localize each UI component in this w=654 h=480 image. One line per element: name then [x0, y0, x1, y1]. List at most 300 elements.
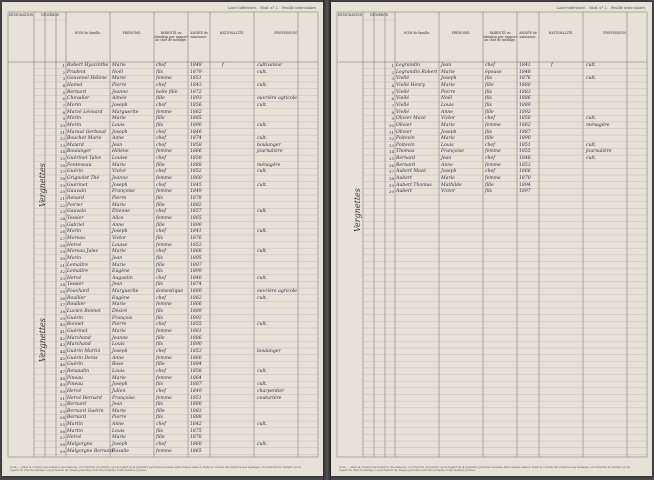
birth-year-cell: 1843 — [190, 82, 202, 88]
row-number: 20 — [59, 189, 65, 195]
relationship-cell: fils — [485, 102, 492, 108]
surname-cell: Guérin Martin — [67, 348, 101, 354]
birth-year-cell: 1850 — [190, 156, 202, 162]
row-number: 54 — [59, 415, 65, 421]
birth-year-cell: 1858 — [190, 142, 202, 148]
relationship-cell: chef — [156, 182, 166, 188]
birth-year-cell: 1842 — [190, 422, 202, 428]
birth-year-cell: 1893 — [190, 96, 202, 102]
row-number: 4 — [62, 82, 65, 88]
surname-cell: Guérinet — [67, 329, 88, 334]
birth-year-cell: 1860 — [190, 355, 202, 361]
column-header-numeros: NUMÉROS — [369, 13, 389, 17]
relationship-cell: fille — [485, 109, 494, 115]
row-number: 37 — [59, 302, 65, 308]
relationship-cell: fils — [485, 76, 492, 82]
relationship-cell: fils — [156, 282, 163, 288]
first-name-cell: Noël — [441, 96, 452, 102]
row-number: 18 — [59, 176, 65, 182]
row-number: 52 — [59, 402, 65, 408]
profession-cell: cult. — [257, 382, 268, 388]
row-number: 29 — [59, 249, 65, 255]
row-number: 32 — [59, 269, 65, 275]
first-name-cell: Joseph — [112, 348, 128, 354]
relationship-cell: chef — [156, 249, 166, 255]
left-page — [2, 2, 323, 476]
row-number: 11 — [59, 129, 65, 135]
birth-year-cell: 1853 — [190, 348, 202, 354]
surname-cell: Marchand — [67, 335, 91, 341]
row-number: 56 — [59, 428, 65, 434]
header-sheet-type: Feuille intercalaire. — [282, 6, 317, 10]
row-number: 28 — [59, 242, 65, 248]
column-header-parente: PARENTÉ ou situation par rapport au chef de ménage. — [483, 31, 517, 43]
profession-cell: cult. — [586, 76, 597, 82]
row-number: 1 — [391, 63, 394, 68]
profession-cell: cult. — [257, 122, 268, 128]
row-number: 11 — [388, 129, 394, 135]
first-name-cell: Anne — [112, 222, 124, 228]
profession-cell: cult. — [257, 102, 268, 108]
surname-cell: Poitevin — [396, 142, 415, 148]
first-name-cell: Hélène — [112, 149, 129, 155]
birth-year-cell: 1857 — [190, 209, 202, 215]
birth-year-cell: 1853 — [190, 242, 202, 248]
relationship-cell: fille — [485, 136, 494, 142]
row-number: 58 — [59, 442, 65, 448]
first-name-cell: Jean — [112, 402, 123, 408]
column-header-profession: PROFESSION. — [603, 31, 627, 35]
first-name-cell: Victor — [112, 169, 127, 175]
first-name-cell: Louis — [441, 102, 454, 108]
first-name-cell: Victor — [112, 235, 127, 241]
birth-year-cell: 1851 — [190, 395, 202, 401]
surname-cell: Guérin — [67, 315, 83, 321]
profession-cell: ménagère — [257, 162, 281, 168]
relationship-cell: domestique — [156, 289, 184, 295]
profession-cell: cultivateur — [257, 63, 283, 68]
relationship-cell: fils — [485, 129, 492, 135]
surname-cell: Hamel — [67, 82, 83, 88]
row-number: 3 — [391, 76, 394, 82]
surname-cell: Lemaître — [67, 262, 89, 268]
birth-year-cell: 1849 — [190, 189, 202, 195]
surname-cell: Bernard — [396, 156, 416, 162]
relationship-cell: chef — [156, 82, 166, 88]
birth-year-cell: 1860 — [190, 176, 202, 182]
row-number: 46 — [59, 362, 65, 368]
surname-cell: Renaudin — [67, 368, 90, 374]
surname-cell: Viellé — [396, 109, 410, 115]
first-name-cell: Aimée — [112, 96, 127, 102]
row-number: 49 — [59, 382, 65, 388]
column-header-designation: DÉSIGNATION — [8, 13, 34, 17]
relationship-cell: femme — [156, 215, 172, 221]
first-name-cell: Marie — [441, 136, 455, 142]
first-name-cell: Pierre — [441, 89, 456, 95]
relationship-cell: fille — [156, 335, 165, 341]
row-number: 41 — [59, 329, 65, 334]
birth-year-cell: 1866 — [190, 149, 202, 155]
relationship-cell: chef — [156, 102, 166, 108]
first-name-cell: Marguerite — [112, 289, 139, 295]
birth-year-cell: 1879 — [190, 69, 202, 75]
relationship-cell: femme — [156, 76, 172, 82]
relationship-cell: femme — [485, 122, 501, 128]
surname-cell: Gauvain — [67, 209, 87, 215]
relationship-cell: chef — [156, 388, 166, 394]
row-number: 45 — [59, 355, 65, 361]
first-name-cell: Jean — [112, 142, 123, 148]
row-number: 35 — [59, 289, 65, 295]
first-name-cell: Augustin — [112, 275, 133, 281]
birth-year-cell: 1876 — [519, 76, 531, 82]
birth-year-cell: 1882 — [190, 202, 202, 208]
first-name-cell: Marie — [112, 262, 126, 268]
relationship-cell: chef — [156, 129, 166, 135]
birth-year-cell: 1874 — [190, 282, 202, 288]
birth-year-cell: 1876 — [190, 235, 202, 241]
relationship-cell: fille — [156, 262, 165, 268]
row-number: 27 — [59, 235, 65, 241]
relationship-cell: fille — [156, 96, 165, 102]
right-commune-name: Vergnettes — [353, 188, 362, 232]
surname-cell: Olivier — [396, 129, 412, 135]
profession-cell: cult. — [257, 69, 268, 75]
header-sheet-type: Feuille intercalaire. — [611, 6, 646, 10]
birth-year-cell: 1895 — [190, 255, 202, 261]
row-number: 8 — [62, 109, 65, 115]
row-number: 48 — [59, 375, 65, 381]
relationship-cell: fils — [156, 315, 163, 321]
first-name-cell: Louise — [112, 156, 128, 162]
row-number: 55 — [59, 422, 65, 428]
birth-year-cell: 1848 — [519, 156, 531, 162]
birth-year-cell: 1848 — [519, 69, 531, 75]
relationship-cell: chef — [156, 63, 166, 68]
first-name-cell: Françoise — [441, 149, 464, 155]
birth-year-cell: 1880 — [190, 289, 202, 295]
birth-year-cell: 1889 — [190, 309, 202, 315]
surname-cell: Hervé Bernard — [67, 395, 102, 401]
birth-year-cell: 1897 — [519, 189, 531, 195]
surname-cell: Grignolet Thé — [67, 176, 100, 182]
profession-cell: cult. — [586, 63, 597, 68]
first-name-cell: Marie — [112, 162, 126, 168]
column-header-age: ANNÉE de naissance. — [190, 31, 208, 39]
relationship-cell: femme — [156, 149, 172, 155]
profession-cell: cult. — [257, 136, 268, 142]
row-number: 2 — [62, 69, 65, 75]
row-number: 15 — [59, 156, 65, 162]
surname-cell: Guérinet Talve — [67, 156, 102, 162]
surname-cell: Viellé — [396, 76, 410, 82]
birth-year-cell: 1841 — [519, 63, 531, 68]
birth-year-cell: 1846 — [190, 129, 202, 135]
row-number: 10 — [59, 122, 65, 128]
birth-year-cell: 1858 — [519, 116, 531, 122]
surname-cell: Malgorgne — [67, 442, 93, 448]
surname-cell: Renard — [67, 196, 85, 201]
profession-cell: journalière — [257, 149, 283, 155]
row-number: 19 — [388, 182, 394, 188]
relationship-cell: fils — [156, 415, 163, 421]
surname-cell: Lemaître — [67, 269, 89, 275]
header-model: Mod. n° 2. — [589, 6, 608, 10]
relationship-cell: fils — [156, 382, 163, 388]
row-number: 9 — [391, 116, 394, 122]
first-name-cell: Joseph — [112, 129, 128, 135]
profession-cell: cult. — [257, 229, 268, 235]
relationship-cell: fils — [156, 196, 163, 201]
relationship-cell: chef — [156, 368, 166, 374]
birth-year-cell: 1851 — [519, 142, 531, 148]
column-header-numeros: NUMÉROS — [40, 13, 60, 17]
surname-cell: Maraut Gerbaud — [67, 129, 106, 135]
profession-cell: cult. — [257, 422, 268, 428]
first-name-cell: Jeanne — [112, 176, 128, 182]
surname-cell: Guérin — [67, 169, 83, 175]
first-name-cell: Joseph — [112, 182, 128, 188]
first-name-cell: Marie — [112, 329, 126, 334]
first-name-cell: Pierre — [112, 196, 127, 201]
surname-cell: Guérin — [67, 362, 83, 368]
row-number: 42 — [59, 335, 65, 341]
relationship-cell: fils — [156, 428, 163, 434]
first-name-cell: Anne — [112, 422, 124, 428]
birth-year-cell: 1890 — [190, 342, 202, 348]
row-number: 30 — [59, 255, 65, 261]
first-name-cell: Louis — [112, 428, 125, 434]
relationship-cell: chef — [156, 322, 166, 328]
profession-cell: cult. — [257, 182, 268, 188]
surname-cell: Aubert — [396, 176, 412, 182]
birth-year-cell: 1884 — [190, 362, 202, 368]
birth-year-cell: 1878 — [190, 196, 202, 201]
surname-cell: Hervé — [67, 388, 82, 394]
row-number: 17 — [59, 169, 65, 175]
row-number: 5 — [62, 89, 65, 95]
surname-cell: Martin — [67, 422, 83, 428]
first-name-cell: Marie — [112, 435, 126, 441]
birth-year-cell: 1883 — [519, 89, 531, 95]
row-number: 53 — [59, 408, 65, 414]
relationship-cell: fils — [156, 342, 163, 348]
surname-cell: Marzé Léonard — [67, 109, 103, 115]
relationship-cell: femme — [156, 375, 172, 381]
row-number: 50 — [59, 388, 65, 394]
surname-cell: Lucien Bonnet — [67, 309, 101, 315]
row-number: 31 — [59, 262, 65, 268]
relationship-cell: fille — [156, 435, 165, 441]
row-number: 47 — [59, 368, 65, 374]
first-name-cell: Joseph — [112, 102, 128, 108]
profession-cell: cult. — [586, 116, 597, 122]
first-name-cell: Marguerite — [112, 109, 139, 115]
surname-cell: Legrandin — [396, 63, 420, 68]
column-header-parente: PARENTÉ ou situation par rapport au chef de ménage. — [154, 31, 188, 43]
surname-cell: Viellé — [396, 102, 410, 108]
column-header-nationalite: NATIONALITÉ. — [219, 31, 245, 35]
surname-cell: Aubert — [396, 189, 412, 195]
surname-cell: Roullier — [67, 302, 86, 308]
relationship-cell: chef — [156, 229, 166, 235]
first-name-cell: Victor — [441, 189, 456, 195]
surname-cell: Moreau — [67, 235, 86, 241]
birth-year-cell: 1851 — [190, 76, 202, 82]
profession-cell: cult. — [257, 275, 268, 281]
surname-cell: Boulanger — [67, 149, 92, 155]
profession-cell: cult. — [257, 209, 268, 215]
birth-year-cell: 1868 — [190, 249, 202, 255]
row-number: 24 — [59, 215, 65, 221]
column-header-profession: PROFESSION. — [274, 31, 298, 35]
relationship-cell: chef — [156, 295, 166, 301]
relationship-cell: fille — [156, 362, 165, 368]
relationship-cell: femme — [156, 176, 172, 182]
first-name-cell: Julien — [112, 388, 126, 394]
first-name-cell: Joseph — [112, 442, 128, 448]
relationship-cell: chef — [156, 169, 166, 175]
birth-year-cell: 1887 — [190, 382, 202, 388]
row-number: 4 — [391, 82, 394, 88]
profession-cell: couturière — [257, 395, 282, 401]
first-name-cell: Pierre — [112, 82, 127, 88]
relationship-cell: fils — [156, 235, 163, 241]
first-name-cell: Rosalie — [112, 448, 129, 454]
row-number: 22 — [59, 202, 65, 208]
surname-cell: Poitevin — [396, 136, 415, 142]
row-number: 39 — [59, 315, 65, 321]
surname-cell: Aubert Mazé — [396, 169, 427, 175]
left-commune-name-2: Vergnettes — [38, 318, 47, 362]
first-name-cell: Anne — [441, 109, 453, 115]
profession-cell: cult. — [257, 368, 268, 374]
first-name-cell: Jeanne — [112, 335, 128, 341]
first-name-cell: Françoise — [112, 189, 135, 195]
first-name-cell: Marie — [112, 76, 126, 82]
profession-cell: charpentier — [257, 388, 285, 394]
profession-cell: ouvrière agricole — [257, 96, 297, 102]
profession-cell: ouvrière agricole — [257, 289, 297, 295]
first-name-cell: Anne — [112, 355, 124, 361]
relationship-cell: chef — [485, 63, 495, 68]
row-number: 51 — [59, 395, 65, 401]
surname-cell: Hervé — [67, 435, 82, 441]
relationship-cell: chef — [156, 442, 166, 448]
relationship-cell: fils — [156, 402, 163, 408]
relationship-cell: chef — [485, 116, 495, 122]
column-header-prenom: PRÉNOMS. — [122, 31, 142, 35]
birth-year-cell: 1888 — [190, 415, 202, 421]
first-name-cell: Marie — [112, 302, 126, 308]
row-number: 17 — [388, 169, 394, 175]
first-name-cell: Louis — [112, 368, 125, 374]
header-department: Loire-Inférieure. — [227, 6, 258, 10]
row-number: 20 — [388, 189, 394, 195]
relationship-cell: chef — [156, 136, 166, 142]
first-name-cell: Pierre — [112, 415, 127, 421]
row-number: 36 — [59, 295, 65, 301]
birth-year-cell: 1883 — [190, 408, 202, 414]
birth-year-cell: 1888 — [190, 162, 202, 168]
birth-year-cell: 1861 — [190, 329, 202, 334]
surname-cell: Chevalier — [67, 96, 90, 102]
relationship-cell: fille — [156, 408, 165, 414]
row-number: 16 — [59, 162, 65, 168]
relationship-cell: femme — [156, 189, 172, 195]
birth-year-cell: 1894 — [519, 182, 531, 188]
first-name-cell: Jean — [441, 63, 452, 68]
surname-cell: Martin — [67, 428, 83, 434]
first-name-cell: Marie — [441, 69, 455, 75]
profession-cell: boulanger — [257, 348, 281, 354]
row-number: 21 — [59, 196, 65, 201]
relationship-cell: femme — [156, 302, 172, 308]
row-number: 12 — [388, 136, 394, 142]
surname-cell: Bernard — [67, 89, 87, 95]
row-number: 19 — [59, 182, 65, 188]
surname-cell: Hervé — [67, 275, 82, 281]
surname-cell: Robert Hyacinthe — [67, 63, 109, 68]
birth-year-cell: 1892 — [519, 109, 531, 115]
left-commune-name-1: Vergnettes — [38, 163, 47, 207]
relationship-cell: belle fille — [156, 89, 178, 95]
relationship-cell: fils — [485, 189, 492, 195]
surname-cell: Viellé — [396, 89, 410, 95]
relationship-cell: chef — [485, 156, 495, 162]
relationship-cell: fille — [156, 162, 165, 168]
surname-cell: Tessier — [67, 215, 84, 221]
first-name-cell: Joseph — [112, 382, 128, 388]
row-number: 1 — [62, 63, 65, 68]
profession-cell: boulanger — [257, 142, 281, 148]
column-header-nationalite: NATIONALITÉ. — [548, 31, 574, 35]
first-name-cell: Joseph — [441, 129, 457, 135]
surname-cell: Pineau — [67, 382, 83, 388]
birth-year-cell: 1866 — [190, 302, 202, 308]
row-number: 33 — [59, 275, 65, 281]
relationship-cell: fille — [485, 82, 494, 88]
profession-cell: cult. — [257, 249, 268, 255]
row-number: 23 — [59, 209, 65, 215]
row-number: 8 — [391, 109, 394, 115]
profession-cell: ménagère — [586, 122, 610, 128]
first-name-cell: Joseph — [441, 169, 457, 175]
nationality-cell: f — [222, 63, 224, 68]
relationship-cell: fils — [485, 89, 492, 95]
column-header-designation: DÉSIGNATION — [337, 13, 363, 17]
relationship-cell: chef — [485, 169, 495, 175]
first-name-cell: Anne — [112, 136, 124, 142]
birth-year-cell: 1862 — [190, 109, 202, 115]
surname-cell: Hervé — [67, 242, 82, 248]
first-name-cell: Jean — [112, 282, 123, 288]
row-number: 25 — [59, 222, 65, 228]
first-name-cell: Mathilde — [441, 182, 462, 188]
birth-year-cell: 1856 — [190, 102, 202, 108]
surname-cell: Morin — [67, 229, 82, 235]
header-model: Mod. n° 2. — [260, 6, 279, 10]
surname-cell: Viellé Henry — [396, 82, 426, 88]
row-number: 6 — [62, 96, 65, 102]
relationship-cell: femme — [156, 448, 172, 454]
birth-year-cell: 1890 — [519, 136, 531, 142]
first-name-cell: Jeanne — [112, 89, 128, 95]
profession-cell: cult. — [257, 295, 268, 301]
right-footnote: Nota. — Dans la colonne des numéros des maisons, on n'inscrira un numéro qu'en regard de la première personne recensée dans chaque maison. Dans la colonne des numéros des ménages, on n'inscrira un numéro qu'en regard du chef de ménage. La profession de chaque personne doit être indiquée d'une manière précise. — [339, 465, 631, 472]
surname-cell: Poirier — [67, 202, 83, 208]
